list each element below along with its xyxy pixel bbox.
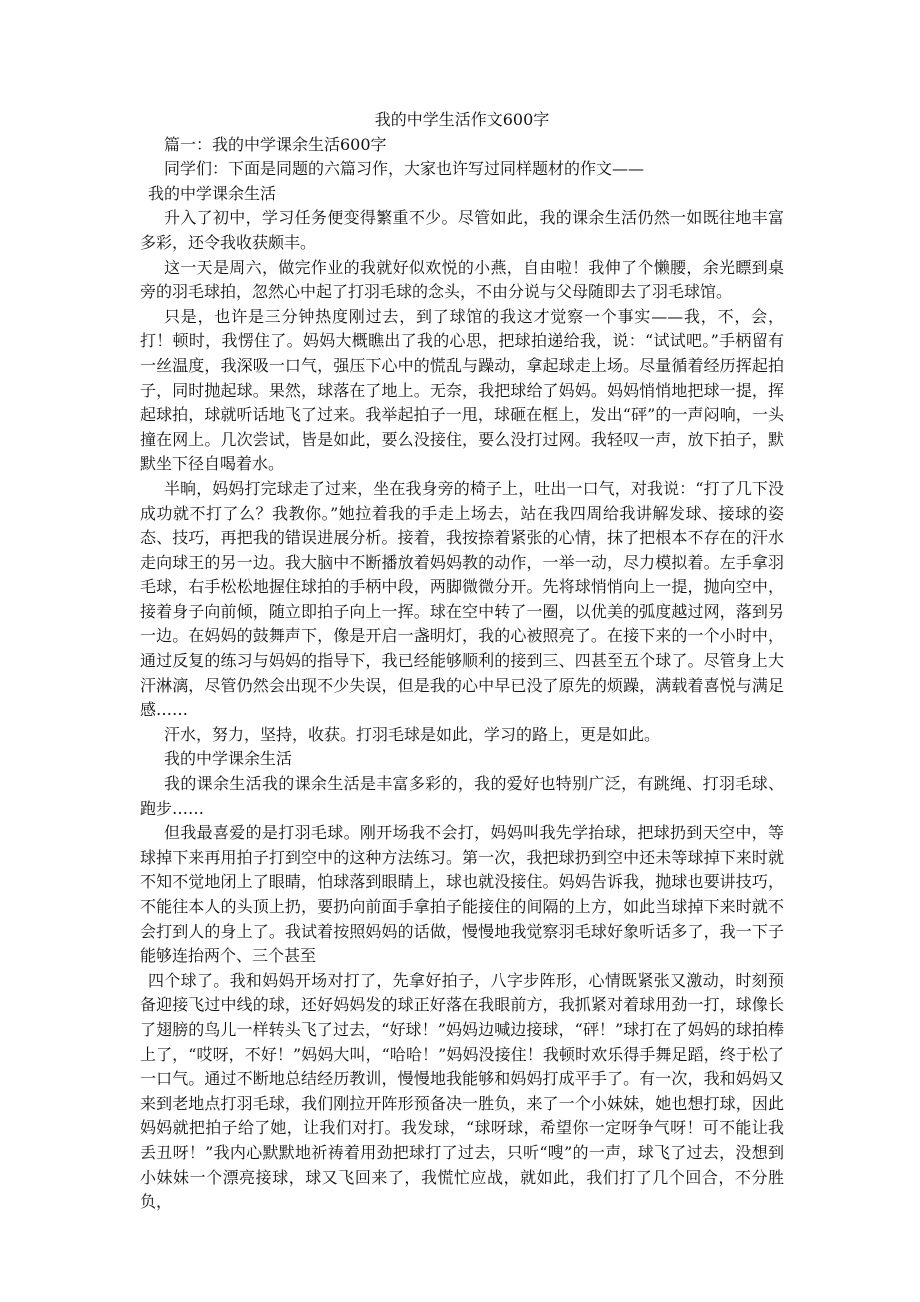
- paragraph: 半晌，妈妈打完球走了过来，坐在我身旁的椅子上，吐出一口气，对我说：“打了几下没成功就不打了么？我教你。”她拉着我的手走上场去，站在我四周给我讲解发球、接球的姿态、技巧，再把我的错误进展分析。接着，我按捺着紧张的心情，抹了把根本不存在的汗水走向球王的另一边。我大脑中不断播放着妈妈教的动作，一举一动，尽力模拟着。左手拿羽毛球，右手松松地握住球拍的手柄中段，两脚微微分开。先将球悄悄向上一提，抛向空中，接着身子向前倾，随立即拍子向上一挥。球在空中转了一圈，以优美的弧度越过网，落到另一边。在妈妈的鼓舞声下，像是开启一盏明灯，我的心被照亮了。在接下来的一个小时中，通过反复的练习与妈妈的指导下，我已经能够顺利的接到三、四甚至五个球了。尽管身上大汗淋漓，尽管仍然会出现不少失误，但是我的心中早已没了原先的烦躁，满载着喜悦与满足感……: [140, 478, 784, 720]
- paragraph: 我的课余生活我的课余生活是丰富多彩的，我的爱好也特别广泛，有跳绳、打羽毛球、跑步……: [140, 774, 784, 818]
- paragraph: 同学们：下面是同题的六篇习作，大家也许写过同样题材的作文——: [164, 159, 645, 179]
- paragraph: 四个球了。我和妈妈开场对打了，先拿好拍子，八字步阵形，心情既紧张又激动，时刻预备迎接飞过中线的球，还好妈妈发的球正好落在我眼前方，我抓紧对着球用劲一打，球像长了翅膀的鸟儿一样转头飞了过去，“好球！”妈妈边喊边接球，“砰！”球打在了妈妈的球拍棒上了，“哎呀，不好！”妈妈大叫，“哈哈！”妈妈没接住！我顿时欢乐得手舞足蹈，终于松了一口气。通过不断地总结经历教训，慢慢地我能够和妈妈打成平手了。有一次，我和妈妈又来到老地点打羽毛球，我们刚拉开阵形预备决一胜负，来了一个小妹妹，她也想打球，因此妈妈就把拍子给了她，让我们对打。我发球，“球呀球，希望你一定呀争气呀！可不能让我丢丑呀！”我内心默默地祈祷着用劲把球打了过去，只听“嗖”的一声，球飞了过去，没想到小妹妹一个漂亮接球，球又飞回来了，我慌忙应战，就如此，我们打了几个回合，不分胜负，: [140, 970, 784, 1212]
- paragraph: 但我最喜爱的是打羽毛球。刚开场我不会打，妈妈叫我先学抬球，把球扔到天空中，等球掉下来再用拍子打到空中的这种方法练习。第一次，我把球扔到空中还未等球掉下来时就不知不觉地闭上了眼睛，怕球落到眼睛上，球也就没接住。妈妈告诉我，抛球也要讲技巧，不能往本人的头顶上扔，要扔向前面手拿拍子能接住的间隔的上方，如此当球掉下来时就不会打到人的身上了。我试着按照妈妈的话做，慢慢地我觉察羽毛球好象听话多了，我一下子能够连抬两个、三个甚至: [140, 823, 784, 966]
- document-page: [140, 108, 784, 1215]
- paragraph: 这一天是周六，做完作业的我就好似欢悦的小燕，自由啦！我伸了个懒腰，余光瞟到桌旁的羽毛球拍，忽然心中起了打羽毛球的念头，不由分说与父母随即去了羽毛球馆。: [140, 257, 784, 302]
- paragraph: 汗水，努力，坚持，收获。打羽毛球是如此，学习的路上，更是如此。: [164, 724, 661, 744]
- paragraph: 只是，也许是三分钟热度刚过去，到了球馆的我这才觉察一个事实——我，不，会，打！顿时，我愣住了。妈妈大概瞧出了我的心思，把球拍递给我，说：“试试吧。”手柄留有一丝温度，我深吸一口气，强压下心中的慌乱与躁动，拿起球走上场。尽量循着经历挥起拍子，同时抛起球。果然，球落在了地上。无奈，我把球给了妈妈。妈妈悄悄地把球一提，挥起球拍，球就听话地飞了过来。我举起拍子一甩，球砸在框上，发出“砰”的一声闷响，一头撞在网上。几次尝试，皆是如此，要么没接住，要么没打过网。我轻叹一声，放下拍子，默默坐下径自喝着水。: [140, 306, 784, 474]
- essay-title: 我的中学课余生活: [164, 749, 293, 769]
- document-title: 我的中学生活作文600字: [374, 110, 550, 129]
- paragraph: 升入了初中，学习任务便变得繁重不少。尽管如此，我的课余生活仍然一如既往地丰富多彩，还令我收获颇丰。: [140, 208, 784, 252]
- section-heading: 篇一：我的中学课余生活600字: [164, 134, 387, 154]
- essay-title: 我的中学课余生活: [148, 183, 277, 203]
